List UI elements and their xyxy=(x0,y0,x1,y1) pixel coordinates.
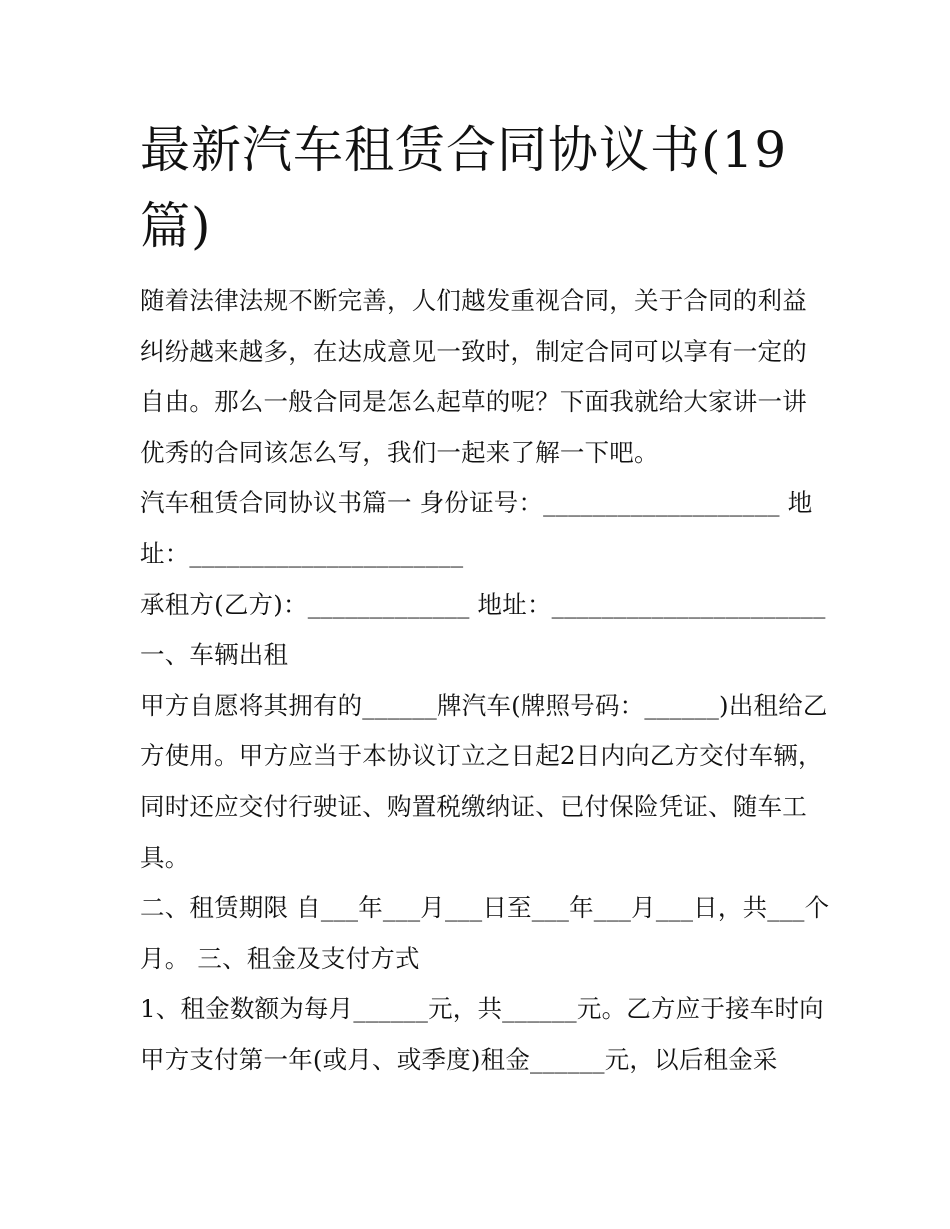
lease-term-clause: 二、租赁期限 自___年___月___日至___年___月___日，共___个月。 三、租金及支付方式 xyxy=(140,893,830,973)
intro-paragraph: 随着法律法规不断完善，人们越发重视合同，关于合同的利益纠纷越来越多，在达成意见一致时，制定合同可以享有一定的自由。那么一般合同是怎么起草的呢？下面我就给大家讲一讲优秀的合同该怎么写，我们一起来了解一下吧。 xyxy=(140,286,807,467)
rent-amount-clause: 1、租金数额为每月______元，共______元。乙方应于接车时向甲方支付第一年(或月、或季度)租金______元，以后租金采 xyxy=(140,994,824,1074)
section-heading-vehicle-rental: 一、车辆出租 xyxy=(140,640,289,670)
lessee-line: 承租方(乙方)：_____________ 地址：______________________ xyxy=(140,589,826,619)
vehicle-rental-clause: 甲方自愿将其拥有的______牌汽车(牌照号码：______)出租给乙方使用。甲方应当于本协议订立之日起2日内向乙方交付车辆，同时还应交付行驶证、购置税缴纳证、已付保险凭证、随车工具。 xyxy=(140,690,828,872)
document-body xyxy=(140,276,830,1086)
document-title: 最新汽车租赁合同协议书(19篇) xyxy=(140,121,788,255)
lessor-id-address-line: 汽车租赁合同协议书篇一 身份证号：___________________ 地址：______________________ xyxy=(140,488,813,568)
